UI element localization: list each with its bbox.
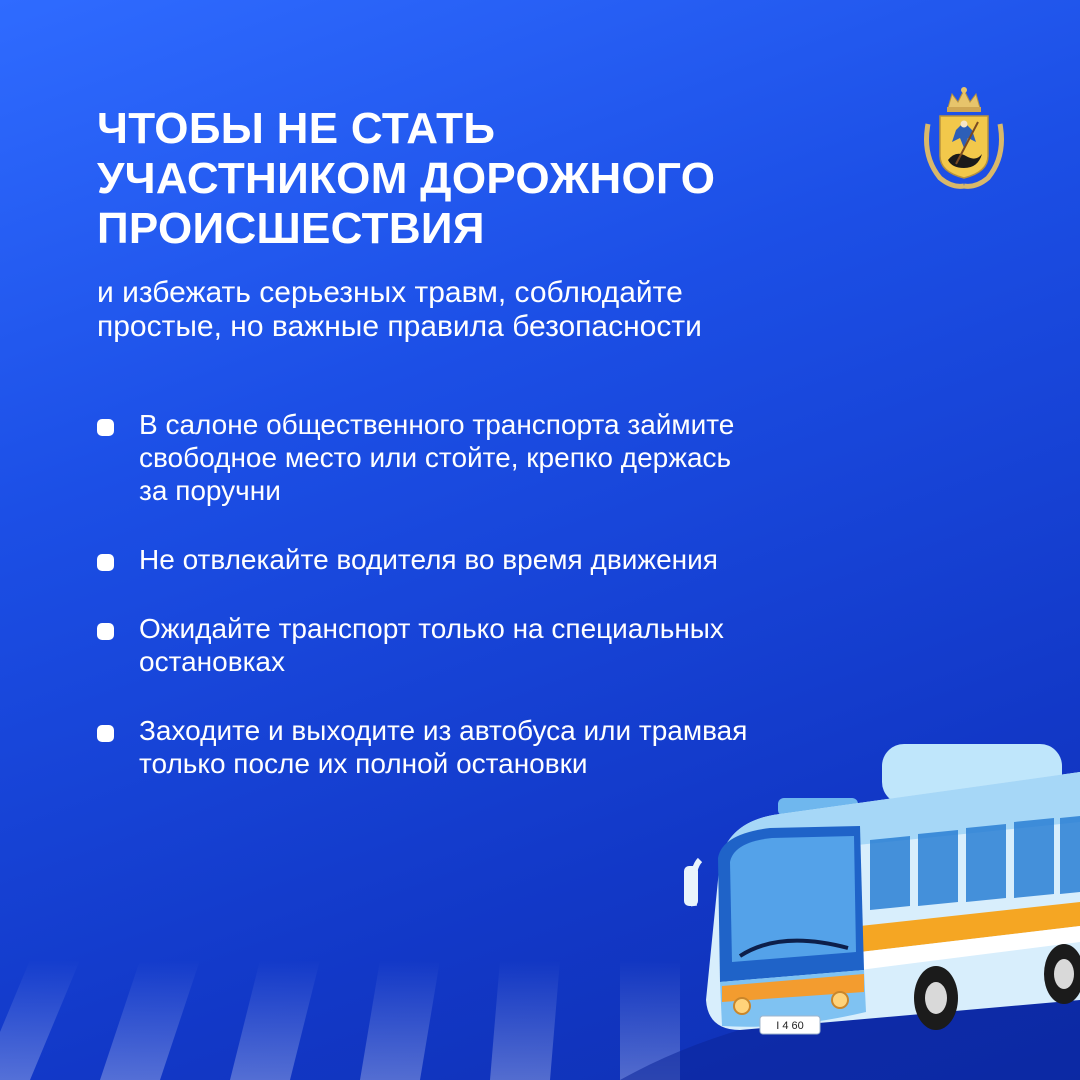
square-bullet-icon: [97, 623, 114, 640]
rule-line: Не отвлекайте водителя во время движения: [139, 544, 718, 575]
square-bullet-icon: [97, 419, 114, 436]
rule-line: Ожидайте транспорт только на специальных: [139, 613, 724, 644]
coat-of-arms-icon: [920, 86, 1008, 190]
rule-line: В салоне общественного транспорта займите: [139, 409, 735, 440]
rule-line: за поручни: [139, 475, 281, 506]
rule-line: только после их полной остановки: [139, 748, 588, 779]
list-item: [97, 612, 897, 678]
safety-rules-list: [97, 408, 897, 780]
title-line: ЧТОБЫ НЕ СТАТЬ: [97, 104, 496, 153]
subtitle-line: и избежать серьезных травм, соблюдайте: [97, 276, 683, 309]
title-line: УЧАСТНИКОМ ДОРОЖНОГО: [97, 154, 716, 203]
subtitle-line: простые, но важные правила безопасности: [97, 310, 702, 343]
license-plate: I 4 60: [776, 1020, 804, 1032]
bus-illustration: [660, 730, 1080, 1080]
subtitle: [97, 276, 877, 344]
square-bullet-icon: [97, 725, 114, 742]
rule-line: свободное место или стойте, крепко держась: [139, 442, 732, 473]
rule-line: Заходите и выходите из автобуса или трамвая: [139, 715, 748, 746]
list-item: [97, 408, 897, 507]
page-title: [97, 104, 877, 254]
title-line: ПРОИСШЕСТВИЯ: [97, 204, 485, 253]
rule-line: остановках: [139, 646, 286, 677]
list-item: [97, 543, 897, 576]
square-bullet-icon: [97, 554, 114, 571]
